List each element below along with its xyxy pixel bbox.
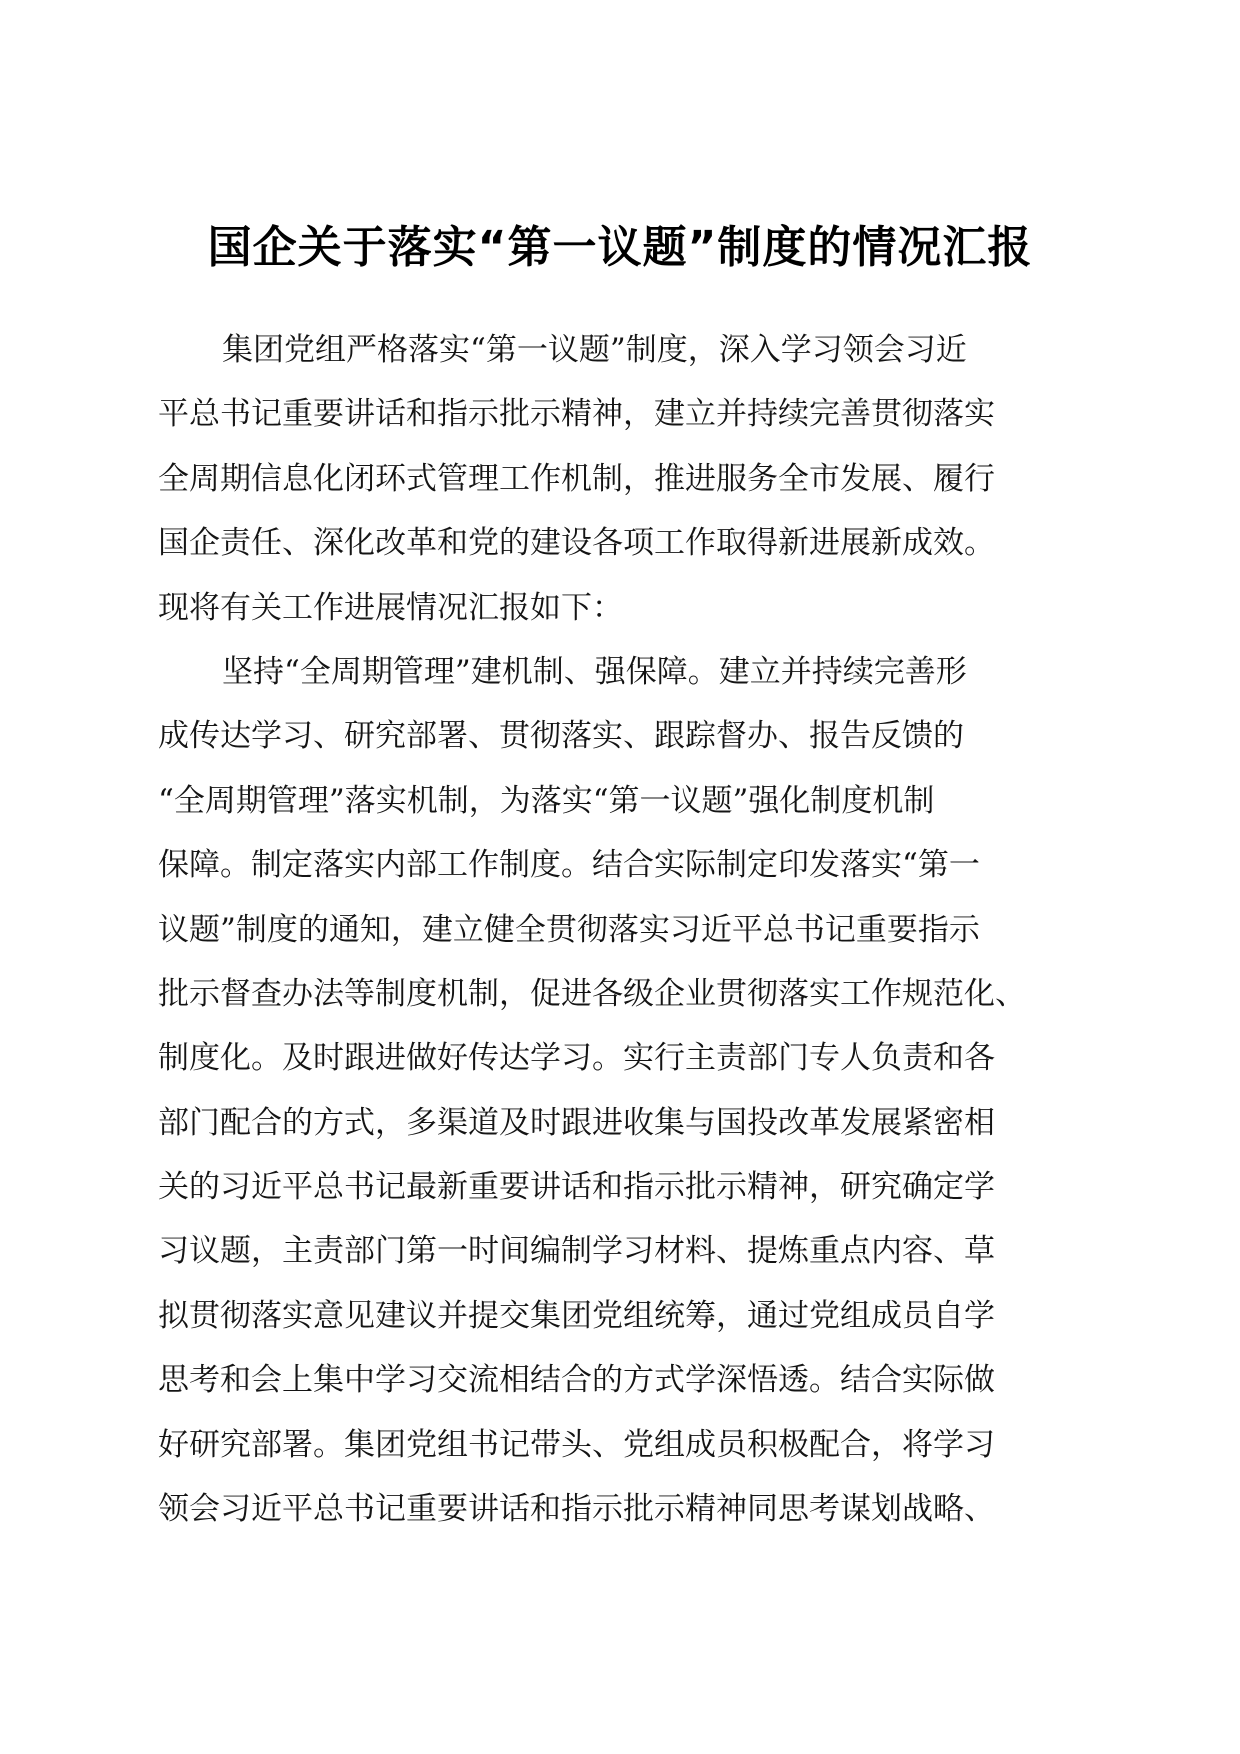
paragraph-line: 制度化。及时跟进做好传达学习。实行主责部门专人负责和各 <box>158 1040 995 1077</box>
paragraph-line: 平总书记重要讲话和指示批示精神，建立并持续完善贯彻落实 <box>158 396 995 433</box>
paragraph-line: 部门配合的方式，多渠道及时跟进收集与国投改革发展紧密相 <box>158 1104 995 1141</box>
paragraph-line: 保障。制定落实内部工作制度。结合实际制定印发落实“第一 <box>158 847 980 884</box>
paragraph-line: 批示督查办法等制度机制，促进各级企业贯彻落实工作规范化、 <box>158 975 1026 1012</box>
paragraph-line: 习议题，主责部门第一时间编制学习材料、提炼重点内容、草 <box>158 1233 995 1270</box>
paragraph-line: “全周期管理”落实机制，为落实“第一议题”强化制度机制 <box>158 782 935 819</box>
paragraph-line: 思考和会上集中学习交流相结合的方式学深悟透。结合实际做 <box>158 1362 995 1399</box>
paragraph-line: 拟贯彻落实意见建议并提交集团党组统筹，通过党组成员自学 <box>158 1297 995 1334</box>
document-body <box>158 318 1098 1541</box>
paragraph-line: 国企责任、深化改革和党的建设各项工作取得新进展新成效。 <box>158 525 995 562</box>
paragraph-line: 关的习近平总书记最新重要讲话和指示批示精神，研究确定学 <box>158 1169 995 1206</box>
paragraph-line: 坚持“全周期管理”建机制、强保障。建立并持续完善形 <box>222 653 967 690</box>
paragraph-line: 现将有关工作进展情况汇报如下： <box>158 589 623 626</box>
paragraph-line: 集团党组严格落实“第一议题”制度，深入学习领会习近 <box>222 332 967 368</box>
paragraph-line: 领会习近平总书记重要讲话和指示批示精神同思考谋划战略、 <box>158 1491 995 1528</box>
paragraph-line: 成传达学习、研究部署、贯彻落实、跟踪督办、报告反馈的 <box>158 718 964 755</box>
paragraph-line: 议题”制度的通知，建立健全贯彻落实习近平总书记重要指示 <box>158 911 980 948</box>
document-title: 国企关于落实“第一议题”制度的情况汇报 <box>207 222 1033 273</box>
paragraph-line: 全周期信息化闭环式管理工作机制，推进服务全市发展、履行 <box>158 460 995 497</box>
paragraph-line: 好研究部署。集团党组书记带头、党组成员积极配合，将学习 <box>158 1426 995 1463</box>
